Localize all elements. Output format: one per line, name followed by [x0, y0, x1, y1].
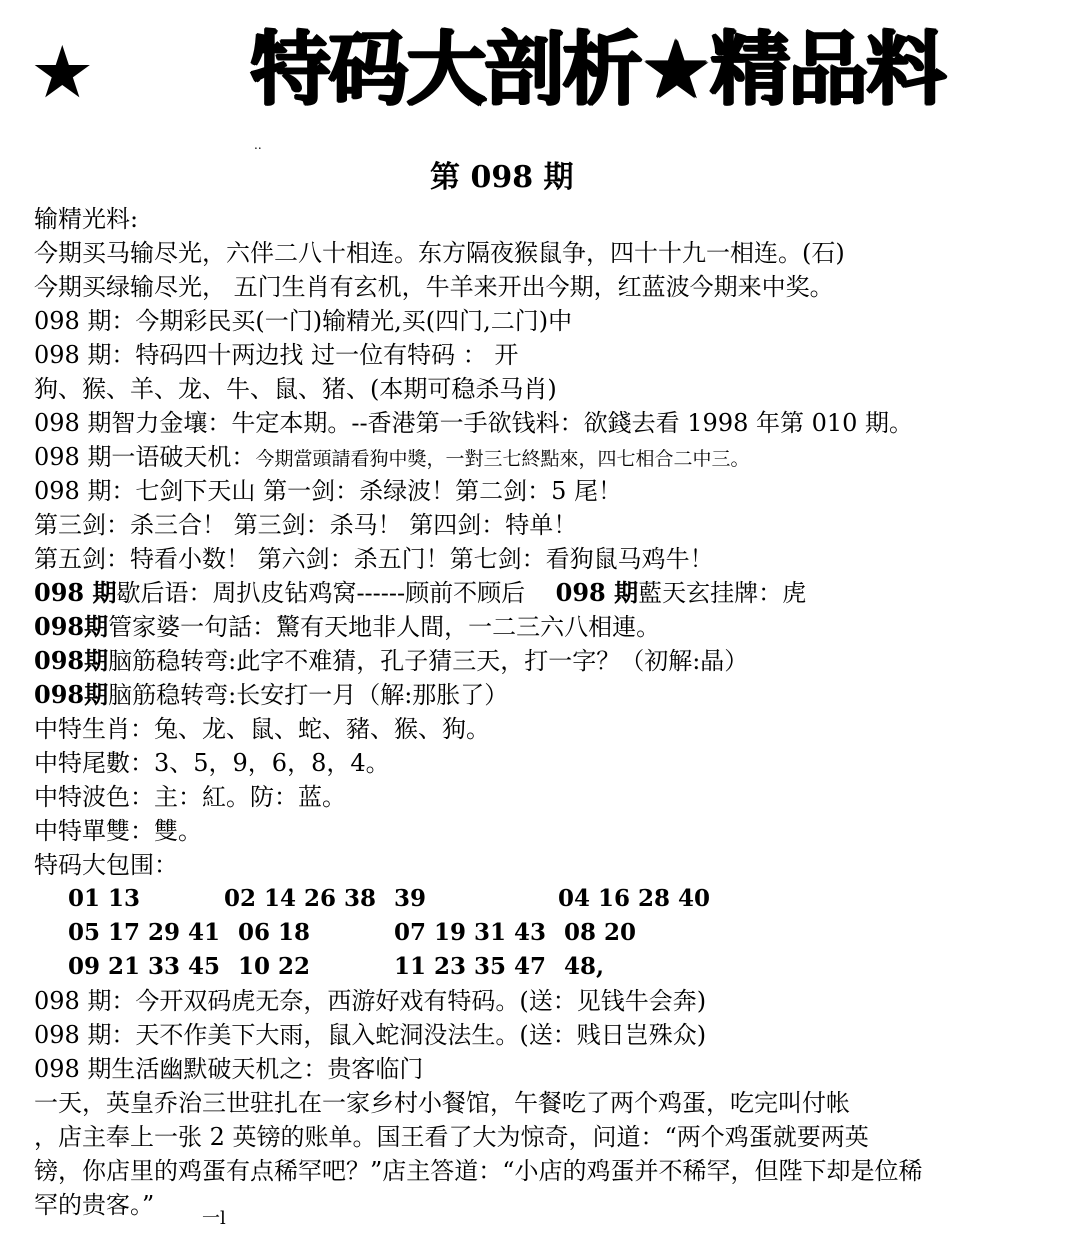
text-line: 狗、猴、羊、龙、牛、鼠、猪、(本期可稳杀马肖)	[34, 375, 557, 403]
text-line: ，店主奉上一张 2 英镑的账单。国王看了大为惊奇，问道：“两个鸡蛋就要两英	[34, 1123, 869, 1151]
number-group: 06 18	[238, 919, 311, 946]
text-line: 098 期：天不作美下大雨，鼠入蛇洞没法生。(送：贱日岂殊众)	[34, 1021, 707, 1049]
text-line: 特码大包围：	[34, 851, 178, 879]
text-line: 今期买马输尽光，六伴二八十相连。东方隔夜猴鼠争，四十十九一相连。(石)	[34, 239, 845, 267]
page-title: 特码大剖析★精品料	[250, 23, 944, 116]
line-label: 098 期	[34, 578, 117, 607]
article-body	[34, 202, 1074, 1222]
text-line: 098 期生活幽默破天机之：贵客临门	[34, 1055, 424, 1083]
number-group: 08 20	[564, 919, 637, 946]
number-row	[34, 882, 1074, 916]
text-line: 098 期：特码四十两边找 过一位有特码 ： 开	[34, 341, 519, 369]
text-line	[34, 576, 1074, 610]
text-line	[34, 678, 1074, 712]
text-line: 第五剑：特看小数！ 第六剑：杀五门！第七剑：看狗鼠马鸡牛！	[34, 545, 714, 573]
number-row	[34, 916, 1074, 950]
number-group: 39	[394, 885, 427, 912]
line-text: 歇后语：周扒皮钻鸡窝------顾前不顾后	[116, 579, 556, 607]
text-line	[34, 610, 1074, 644]
text-line: 罕的贵客。”	[34, 1191, 155, 1219]
text-line: 098 期：今开双码虎无奈，西游好戏有特码。(送：见钱牛会奔)	[34, 987, 707, 1015]
footer-mark: 一l	[202, 1208, 226, 1229]
line-label: 098期	[34, 612, 109, 641]
text-line: 今期买绿输尽光， 五门生肖有玄机，牛羊来开出今期，红蓝波今期来中奖。	[34, 273, 834, 301]
text-line: 一天，英皇乔治三世驻扎在一家乡村小餐馆，午餐吃了两个鸡蛋，吃完叫付帐	[34, 1089, 850, 1117]
text-line: 第三剑：杀三合！ 第三剑：杀马！ 第四剑：特单！	[34, 511, 578, 539]
number-group: 07 19 31 43	[394, 919, 547, 946]
text-line	[34, 440, 1074, 474]
number-group: 02 14 26 38	[224, 885, 377, 912]
line-label: 098 期一语破天机：	[34, 443, 256, 471]
text-line: 中特尾數：3、5，9，6，8，4。	[34, 749, 390, 777]
line-text: 今期當頭請看狗中獎，一對三七終點來，四七相合二中三。	[255, 448, 750, 470]
star-icon: ★	[30, 30, 95, 114]
text-line: 098 期：七剑下天山 第一剑：杀绿波！第二剑：5 尾！	[34, 477, 622, 505]
number-group: 11 23 35 47	[394, 953, 547, 980]
number-group: 48,	[564, 953, 605, 980]
text-line: 098 期：今期彩民买(一门)输精光,买(四门,二门)中	[34, 307, 573, 335]
issue-heading: 第 098 期	[430, 160, 574, 195]
line-label: 098 期	[555, 578, 639, 607]
number-group: 09 21 33 45	[68, 953, 221, 980]
number-group: 04 16 28 40	[558, 885, 711, 912]
line-text: 管家婆一句話：驚有天地非人間，一二三六八相連。	[108, 613, 661, 641]
line-label: 098期	[34, 646, 109, 675]
number-group: 10 22	[238, 953, 311, 980]
text-line: 中特單雙：雙。	[34, 817, 202, 845]
dots: ..	[254, 138, 262, 152]
text-line: 输精光料:	[34, 205, 139, 233]
line-text: 藍天玄挂牌：虎	[638, 579, 807, 607]
number-group: 05 17 29 41	[68, 919, 221, 946]
number-row	[34, 950, 1074, 984]
text-line: 镑，你店里的鸡蛋有点稀罕吧？”店主答道：“小店的鸡蛋并不稀罕，但陛下却是位稀	[34, 1157, 923, 1185]
line-text: 脑筋稳转弯:长安打一月（解:那胀了）	[108, 681, 509, 709]
text-line: 中特波色：主：紅。防：蓝。	[34, 783, 346, 811]
text-line	[34, 644, 1074, 678]
text-line: 098 期智力金壤：牛定本期。--香港第一手欲钱料：欲錢去看 1998 年第 010 期。	[34, 409, 914, 437]
line-label: 098期	[34, 680, 109, 709]
text-line: 中特生肖：兔、龙、鼠、蛇、豬、猴、狗。	[34, 715, 490, 743]
line-text: 脑筋稳转弯:此字不难猜，孔子猜三天，打一字？（初解:晶）	[108, 647, 749, 675]
number-group: 01 13	[68, 885, 141, 912]
